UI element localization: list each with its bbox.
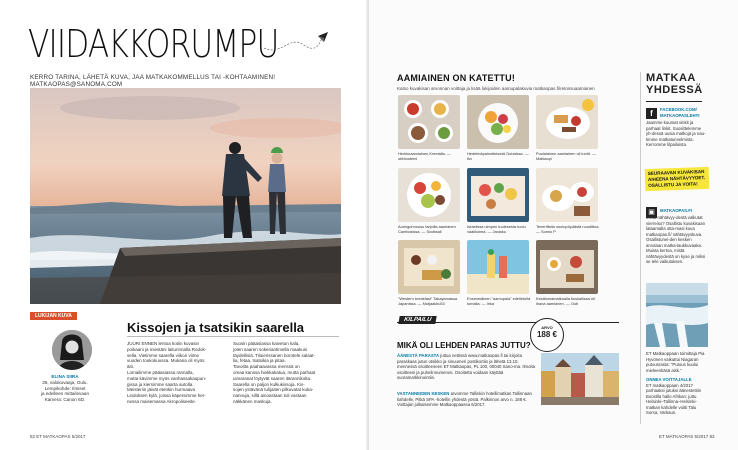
author-line: ja edelleen mittailevaan [40, 391, 89, 397]
section-title: AAMIAINEN ON KATETTU! [397, 73, 516, 83]
body-line: JUURI ENNEN lentoa kotiin kuvasin [127, 341, 200, 346]
grid-caption-5: Israelissa nimpen tuulesesta tuolu vaalikoima. — Janiaku [467, 224, 526, 234]
author-info [30, 374, 100, 403]
body-line: Suosin pääasiassa kaivetun kala, [233, 341, 300, 346]
divider [127, 336, 339, 337]
body-line: Lindoksen kylä, joissa käpersimme her- [127, 393, 206, 399]
body-line: Meisteriin jäivät etenkin hurmaava [127, 387, 196, 393]
grid-caption-6: Teneriffalla noutopöydästä noudittua. — Sonno P [536, 224, 600, 234]
paper-plane-icon [262, 26, 332, 54]
body-line: nessa maisemassa Akropoliseeite. [127, 398, 197, 404]
author-avatar [52, 330, 92, 370]
grid-caption-3: Puolalainen aamiainen oli tuntit. — Matkaopl [536, 151, 596, 161]
grid-caption-7: "Western breakfast" Takayamassa Japanissa. — Mutjaakku53 [398, 296, 458, 306]
winner-body: arvomme Tallinkin hotellimatkan Tallinnaan kahdelle, Pitkä SPA -hotellin yhdestä yöstä. Palkinnon arvo n. 188 €. Voittajan julkaisemme Matkaoppaassa 6/2017. [397, 391, 532, 407]
body-line: joten saaren sokeriantimella maakuni [233, 346, 308, 352]
body-line: sella. Vietimme saarella viikon viime [127, 352, 199, 358]
body-line: poikaani ja miestäni laiturinnalla Rodok- [127, 346, 207, 352]
body-line: Lomailimme pääasiassa rannalla, [127, 369, 194, 375]
author-name: ELINA SIIRA [51, 374, 79, 379]
price-value: 188 € [536, 330, 558, 339]
body-line: näkkänen maskuja. [233, 398, 272, 404]
grid-caption-1: Herkkuaamiainen Kreetalla. — obbtootemi [398, 151, 451, 161]
body-line: täydellisiä. Tiluierissanen borotele salaat- [233, 352, 316, 358]
winner-lead: VASTANNEIDEN KESKEN [397, 391, 450, 396]
facebook-text: Jaamme kuumat vinkit ja parhaat linkit. Suosittelemme yh-dessä uusia matkoja ja nau-timme matkatunnelmista. Kerromme lilpailuista. [646, 120, 706, 147]
facebook-icon: f [646, 108, 657, 119]
grid-photo-4 [398, 168, 460, 222]
contest-badge: KILPAILU [398, 316, 437, 324]
body-line: sojen ystävänä tulijaiten pilkuvatat kuka- [233, 387, 314, 393]
left-footer: 82 ET MATKAOPAS 5/2017 [30, 434, 86, 439]
contest-body: juttua nettissä www.matkaopas.fi tai kirjoita paraskaas jutun otsikko ja sinuumeri postikortiin ja lähetä 13.10. mennessä osoitteeseen ET Matkaopas, PL 100, 00040 Sano-ma. Ilmoita osoitteesi ja puhelinnumerosi. Osoitetta voidaan käyttää suoramarkkinointiin. [397, 353, 536, 380]
sidebar-winner [646, 377, 708, 416]
grid-caption-2: Hedelmäpainotteisesti Dubaissa. — Ikx [467, 151, 529, 161]
body-line: mutta kävimme myös vanhassakaupun- [127, 375, 207, 381]
tagline: KERRO TARINA, LÄHETÄ KUVA, JAA MATKAKOMMELLUS TAI -KOHTAAMINEN! MATKAOPAS@SANOMA.COM [30, 74, 276, 88]
story-label-wrap [30, 304, 77, 322]
tallinn-photo [541, 353, 619, 405]
facebook-link[interactable]: FACEBOOK.COM/ MATKAOPASLEHTI [660, 107, 700, 118]
sidebar-winner-text: ET matkaoppaan 4/2017 parhaaksi jutuksi äänestettiin Boostlla hallo Afrikan: juttu Helsinki–Tallinna–Helsinki-matkan kahdelle voitti Talu Sorsa, Varkaus. [646, 382, 702, 415]
grid-photo-1 [398, 95, 460, 149]
section-subtitle: Katso kuvakisan arvonnan voittaja ja lisää lukijoiden aamupalakuvia matkaopas.fi/retossuaamianen [397, 86, 595, 91]
grid-caption-9: Kesälomamatkoalla tiuskallissa oli ihana aamianen. — Outi [536, 296, 595, 306]
grid-photo-3 [536, 95, 598, 149]
niagara-caption: ET Matkaoppaan toimittaja Pia Hyvönen vaikuttui Niagaran putousrasta: "Putous kuului mieleenkäsä aisk." [646, 351, 705, 373]
sidebar-title [646, 72, 703, 96]
sidebar-title-line: YHDESSÄ [646, 84, 703, 96]
grid-photo-7 [398, 240, 460, 294]
body-line: uimaranat löytyvät saaren itärannikolta. [233, 375, 312, 381]
highlight-box: SEURAAVAN KUVAKISAN AIHEENA NÄHTÄVYYDET. OSALLISTU JA VOITA! [645, 167, 710, 191]
sidebar-rule [646, 101, 702, 102]
story-title: Kissojen ja tsatsikin saarella [127, 320, 305, 335]
body-line: lia, fetaa, tsatsikia ja pitaa. [233, 358, 286, 364]
body-line: nannuja, sillä ainoastaan tuli vastaan [233, 393, 307, 399]
page-title: VIIDAKKORUMPU [28, 22, 279, 66]
facebook-head [660, 107, 708, 118]
body-line: Saarella on paljon kulkukissoja. Kis- [233, 381, 305, 387]
grid-photo-8 [467, 240, 529, 294]
sidebar-winner-head: ONNEA VOITTAJALLE [646, 377, 692, 382]
price-badge [530, 318, 564, 352]
story-label: LUKIJAN KUVA [30, 312, 77, 320]
author-line: 36, valokuvaaja, Oulu. [42, 379, 88, 385]
sidebar-divider [640, 72, 641, 424]
grid-caption-4: Auringonnousu tarjoilla aamianen Cambosissa. — Scuttaall [398, 224, 456, 234]
contest-text [397, 353, 537, 381]
body-line: omaa kanssa hiekkakatua, mutta parhaat [233, 369, 316, 375]
body-column-1 [127, 341, 231, 405]
hero-photo [30, 88, 341, 304]
body-line: gissa ja kiersimme saarta autolla. [127, 381, 194, 387]
author-line: Lempikohde: Ilmiset [44, 385, 86, 391]
body-line: Tavoitta paahaavassa merissä on [233, 364, 300, 370]
right-page [369, 0, 738, 450]
web-head [660, 208, 692, 214]
web-text: Mistä nähtävyy-destä valkutat vierreiso? Osallistu kuvakisaan lataamalla otta-masi kuva matkaopas.fi/ nähtävyyskuva. Osallistunei-den kesken arvotaan matka-laukkuvaaka. Muista kertoa, mistä nähtävyydestä on kyse ja miksi se teki vaikutuksen. [646, 215, 706, 264]
author-line: Kamera: Canon 6D. [44, 397, 86, 403]
grid-photo-6 [536, 168, 598, 222]
body-line: äiti. [127, 364, 135, 370]
niagara-photo [646, 283, 708, 347]
grid-photo-2 [467, 95, 529, 149]
grid-caption-8: Ensimmäinen "aamupala" edelletulta tomalla. — Inka [467, 296, 531, 306]
contest-lead: ÄÄNESTÄ PARASTA [397, 353, 440, 358]
grid-photo-9 [536, 240, 598, 294]
contest-title: MIKÄ OLI LEHDEN PARAS JUTTU? [397, 341, 531, 350]
web-icon: ▣ [646, 207, 657, 218]
price-label: ARVO [541, 325, 553, 330]
web-link[interactable]: MATKAOPAS.FI [660, 208, 693, 213]
winner-text [397, 391, 537, 408]
body-line: vuoden toukokuussa. Mukana oli myös [127, 358, 205, 364]
right-footer: ET MATKAOPAS 5/2017 83 [659, 434, 715, 439]
grid-photo-5 [467, 168, 529, 222]
body-column-2 [233, 341, 339, 405]
sidebar-title-line: MATKAA [646, 72, 696, 84]
